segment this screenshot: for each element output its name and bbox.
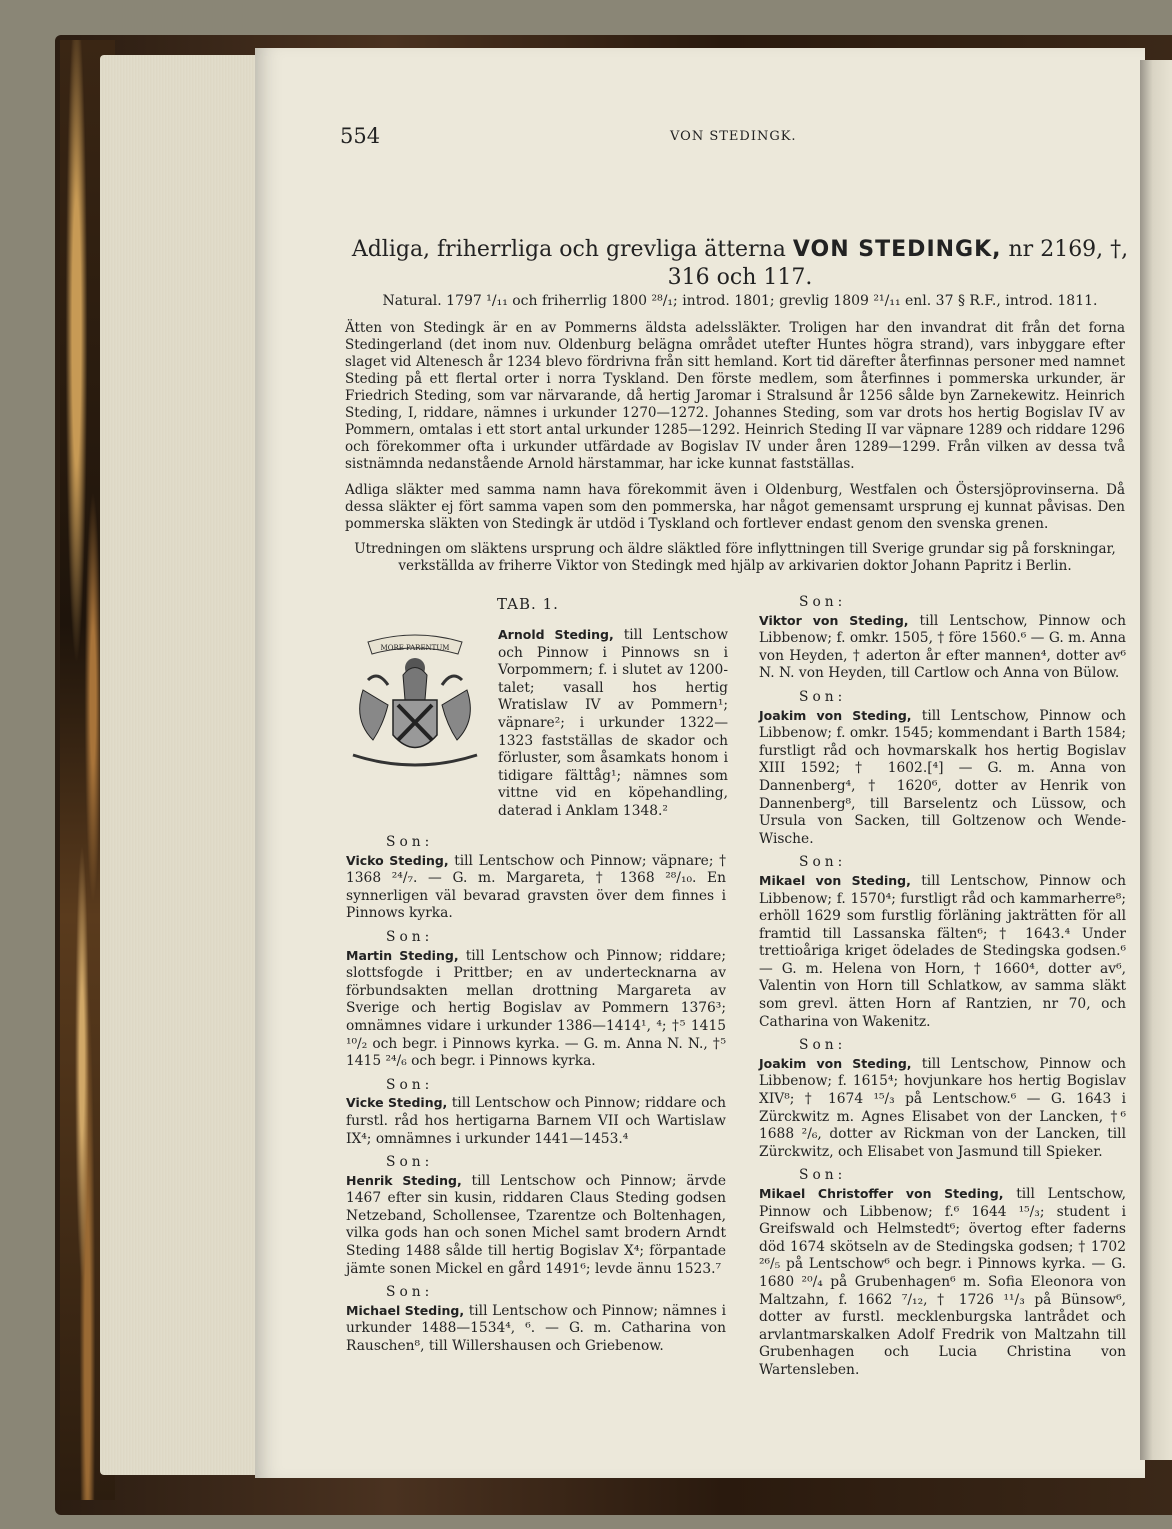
paragraph-2: Adliga släkter med samma namn hava förekommit även i Oldenburg, Westfalen och Östersjöprovinserna. Då dessa släkter ej fört samma vapen som den pommerska, har något gemensamt ursprung ej kunnat påvisas. Den pommerska släkten von Stedingk är utdöd i Tyskland och fortlever endast genom den svenska grenen.: [345, 482, 1125, 532]
son-label: Son:: [386, 1284, 434, 1301]
arms-motto: MORE PARENTUM: [380, 644, 450, 652]
natural-line: Natural. 1797 ¹/₁₁ och friherrlig 1800 ²⁸/₁; introd. 1801; grevlig 1809 ²¹/₁₁ enl. 37 § R.F., introd. 1811.: [382, 293, 1098, 309]
entry-joakim-1: Joakim von Steding, till Lentschow, Pinnow och Libbenow; f. omkr. 1545; kommendant i Barth 1584; furstligt råd och hovmarskalk hos hertig Bogislav XIII 1592; † 1602.[⁴] — G. m. Anna von Dannenberg⁴, † 1620⁶, dotter av Henrik von Dannenberg⁸, till Barselentz och Lüssow, och Ursula von Sacken, till Goltzenow och Wende-Wische.: [759, 707, 1126, 847]
title-prefix: Adliga, friherrliga och grevliga ätterna: [351, 237, 786, 262]
entry-joakim-2: Joakim von Steding, till Lentschow, Pinnow och Libbenow; f. 1615⁴; hovjunkare hos hertig Bogislav XIV⁸; † 1674 ¹⁵/₃ på Lentschow.⁶ — G. 1643 i Zürckwitz m. Agnes Elisabet von der Lancken, †⁶ 1688 ²/₆, dotter av Rickman von der Lancken, till Zürckwitz, och Elisabet von Jasmund till Spieker.: [759, 1055, 1126, 1160]
page-title: [345, 236, 1135, 292]
facing-page-edge: [1140, 60, 1172, 1460]
entry-vicke: Vicke Steding, till Lentschow och Pinnow; riddare och furstl. råd hos hertigarna Barnem VII och Wartislaw IX⁴; omnämnes i urkunder 1441—1453.⁴: [346, 1095, 726, 1147]
page-number: 554: [340, 124, 381, 148]
son-label: Son:: [799, 1167, 847, 1184]
running-title: VON STEDINGK.: [670, 129, 797, 144]
coat-of-arms-image: [348, 630, 482, 780]
entry-vicko: Vicko Steding, till Lentschow och Pinnow; väpnare; † 1368 ²⁴/₇. — G. m. Margareta, † 1368 ²⁸/₁₀. En synnerligen väl bevarad gravsten över dem finnes i Pinnows kyrka.: [346, 852, 726, 922]
entry-mikael: Mikael von Steding, till Lentschow, Pinnow och Libbenow; f. 1570⁴; furstligt råd och kammarherre⁸; erhöll 1629 som furstlig förläning jakträtten för all framtid till Lassanska fälten⁶; † 1643.⁴ Under trettioåriga kriget ödelades de Stedingska godsen.⁶ — G. m. Helena von Horn, † 1660⁴, dotter av⁶, Valentin von Horn till Schlatkow, av samma släkt som grevl. ätten Horn af Rantzien, nr 70, och Catharina von Wakenitz.: [759, 872, 1126, 1030]
entry-arnold: [498, 626, 728, 821]
tab-label: TAB. 1.: [497, 595, 559, 613]
son-label: Son:: [799, 594, 847, 610]
son-label: Son:: [799, 688, 847, 705]
entry-martin: Martin Steding, till Lentschow och Pinnow; riddare; slottsfogde i Prittber; en av undertecknarna av förbundsakten mellan drottning Margareta av Sverige och hertig Bogislav av Pommern 1376³; omnämnes vidare i urkunder 1386—1414¹, ⁴; †⁵ 1415 ¹⁰/₂ och begr. i Pinnows kyrka. — G. m. Anna N. N., †⁵ 1415 ²⁴/₆ och begr. i Pinnows kyrka.: [346, 947, 726, 1070]
left-column: [346, 830, 726, 1362]
title-line2: 316 och 117.: [667, 265, 813, 290]
page-edges: [100, 55, 260, 1475]
entry-viktor: Viktor von Steding, till Lentschow, Pinnow och Libbenow; f. omkr. 1505, † före 1560.⁶ — G. m. Anna von Heyden, † aderton år efter mannen⁴, dotter av⁶ N. N. von Heyden, till Cartlow och Anna von Bülow.: [759, 612, 1127, 682]
entry-michael: Michael Steding, till Lentschow och Pinnow; nämnes i urkunder 1488—1534⁴, ⁶. — G. m. Catharina von Rauschen⁸, till Willershausen och Griebenow.: [346, 1302, 726, 1355]
entry-name: Arnold Steding,: [498, 627, 614, 642]
son-label: Son:: [799, 1037, 847, 1054]
son-label: Son:: [799, 854, 847, 871]
entry-henrik: Henrik Steding, till Lentschow och Pinnow; ärvde 1467 efter sin kusin, riddaren Claus Steding godsen Netzeband, Schollensee, Tzarentze och Boltenhagen, vilka gods han och sonen Michel samt brodern Arndt Steding 1488 sålde till hertig Bogislav X⁴; förpantade jämte sonen Mickel en gård 1491⁶; levde ännu 1523.⁷: [346, 1172, 726, 1277]
right-column: [759, 590, 1126, 1386]
son-label: Son:: [386, 928, 434, 945]
title-suffix: nr 2169, †,: [1008, 237, 1129, 262]
title-family: VON STEDINGK,: [792, 237, 1002, 262]
son-label: Son:: [386, 1154, 434, 1171]
son-label: Son:: [386, 834, 434, 850]
entry-text: till Lentschow och Pinnow i Pinnows sn i Vorpommern; f. i slutet av 1200-talet; vasall hos hertig Wratislaw IV av Pommern¹; väpnare²; i urkunder 1322—1323 fastställas de skador och förluster, som åsamkats honom i tidigare fälttåg¹; nämnes som vittne vid en köpehandling, daterad i Anklam 1348.²: [498, 627, 729, 819]
paragraph-1: Ätten von Stedingk är en av Pommerns äldsta adelssläkter. Troligen har den invandrat dit från det forna Stedingerland (det inom nuv. Oldenburg belägna området utefter Huntes högra strand), vars inbyggare efter slaget vid Altenesch år 1234 blevo fördrivna från sitt hemland. Kort tid därefter återfinnas personer med namnet Steding på ett flertal orter i norra Tyskland. Den förste medlem, som återfinnes i pommerska urkunder, är Friedrich Steding, som var närvarande, då hertig Jaromar i Stralsund år 1256 sålde byn Zarnekewitz. Heinrich Steding, I, riddare, nämnes i urkunder 1270—1272. Johannes Steding, som var drots hos hertig Bogislav IV av Pommern, omtalas i ett stort antal urkunder 1285—1292. Heinrich Steding II var väpnare 1289 och riddare 1296 och förekommer ofta i urkunder utfärdade av Bogislav IV under åren 1289—1299. Från vilken av dessa två sistnämnda nedanstående Arnold härstammar, har icke kunnat fastställas.: [345, 320, 1125, 472]
paragraph-3: Utredningen om släktens ursprung och äldre släktled före inflyttningen till Sverige grundar sig på forskningar, verkställda av friherre Viktor von Stedingk med hjälp av arkivarien doktor Johann Papritz i Berlin.: [354, 541, 1116, 574]
entry-mikael-christoffer: Mikael Christoffer von Steding, till Lentschow, Pinnow och Libbenow; f.⁶ 1644 ¹⁵/₃; student i Greifswald och Helmstedt⁶; övertog efter faderns död 1674 skötseln av de Stedingska godsen; † 1702 ²⁶/₅ på Lentschow⁶ och begr. i Pinnows kyrka. — G. 1680 ²⁰/₄ på Grubenhagen⁶ m. Sofia Eleonora von Maltzahn, f. 1662 ⁷/₁₂, † 1726 ¹¹/₃ på Bünsow⁶, dotter av furstl. mecklenburgska lantrådet och arvlantmarskalken Adolf Fredrik von Maltzahn till Grubenhagen och Lucia Christina von Wartensleben.: [759, 1186, 1126, 1378]
son-label: Son:: [386, 1076, 434, 1093]
